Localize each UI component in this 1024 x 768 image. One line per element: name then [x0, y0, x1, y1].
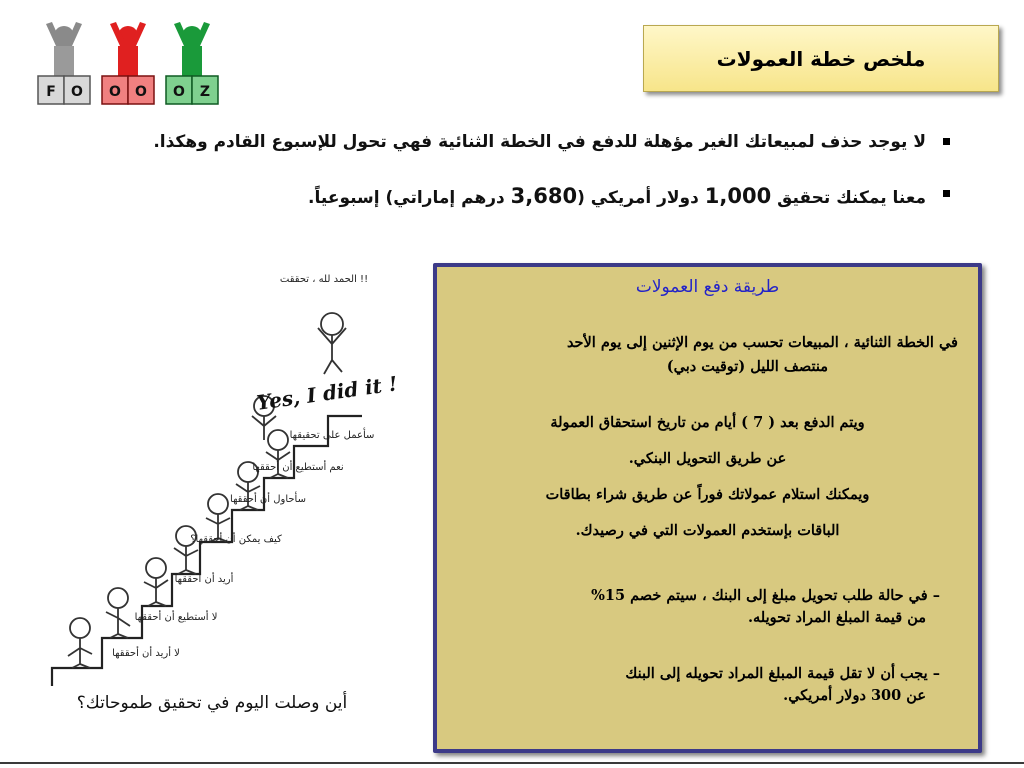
slide-title: ملخص خطة العمولات: [716, 46, 926, 71]
bullet-item-1: [52, 132, 952, 152]
bullet-text-1: لا يوجد حذف لمبيعاتك الغير مؤهلة للدفع في الخطة الثنائية فهي تحول للإسبوع القادم وهكذا.: [153, 132, 926, 152]
logo-letter-2: O: [71, 84, 83, 100]
stairs-outline: [52, 416, 362, 686]
panel-payment-line-2: عن طريق التحويل البنكي.: [628, 450, 787, 467]
step-label-3: سأحاول أن أحققها: [230, 494, 306, 505]
panel-payment-line-1: ويتم الدفع بعد ( 7 ) أيام من تاريخ استحقاق العمولة: [550, 414, 865, 431]
logo-figures: [28, 12, 228, 120]
yes-i-did-it-label: Yes, I did it !: [255, 371, 399, 415]
panel-title: طريقة دفع العمولات: [635, 277, 780, 297]
step-label-6: لا أستطيع أن أحققها: [134, 612, 218, 623]
fooooz-logo: [28, 12, 228, 120]
logo-letter-1: F: [46, 84, 56, 100]
panel-note-1-line-1: – في حالة طلب تحويل مبلغ إلى البنك ، سيتم خصم 15%: [591, 587, 940, 604]
bullet-text-2-before: معنا يمكنك تحقيق: [771, 188, 926, 208]
commission-payment-panel: [433, 263, 982, 753]
logo-letter-4: O: [135, 84, 147, 100]
earnings-usd: 1,000: [704, 184, 772, 208]
panel-payment-line-4: الباقات بإستخدم العمولات التي في رصيدك.: [575, 522, 840, 539]
bullet-square-icon: [943, 190, 950, 197]
top-caption: الحمد لله ، تحققت !!: [279, 274, 369, 285]
bullet-text-2-after: درهم إماراتي) إسبوعياً.: [308, 188, 511, 208]
logo-letter-5: O: [173, 84, 185, 100]
footer-divider: [0, 762, 1024, 764]
bottom-caption: أين وصلت اليوم في تحقيق طموحاتك؟: [76, 693, 348, 713]
panel-paragraph-1-line-1: في الخطة الثنائية ، المبيعات تحسب من يوم الإثنين إلى يوم الأحد: [566, 334, 958, 351]
bullet-square-icon: [943, 138, 950, 145]
bullet-text-2-mid: دولار أمريكي (: [577, 188, 705, 208]
bullet-list: [52, 132, 952, 240]
staircase-illustration: [32, 256, 400, 740]
panel-note-2-line-1: – يجب أن لا تقل قيمة المبلغ المراد تحويله إلى البنك: [625, 665, 940, 682]
step-label-2: نعم أستطيع أن أحققها: [252, 462, 344, 473]
step-label-7: لا أريد أن أحققها: [112, 648, 180, 659]
step-label-5: أريد أن أحققها: [174, 574, 234, 585]
panel-note-1-line-2: من قيمة المبلغ المراد تحويله.: [747, 609, 926, 626]
earnings-aed: 3,680: [510, 184, 578, 208]
logo-figure-grey: [38, 22, 90, 104]
slide-title-box: [643, 25, 999, 92]
bullet-item-2: [52, 184, 952, 208]
logo-figure-red: [102, 22, 154, 104]
panel-paragraph-1-line-2: منتصف الليل (توقيت دبي): [666, 358, 828, 375]
step-label-4: كيف يمكن أن أحققها؟: [190, 534, 282, 545]
logo-letter-6: Z: [199, 84, 211, 100]
panel-note-2-line-2: عن 300 دولار أمريكي.: [783, 687, 926, 704]
logo-figure-green: [166, 22, 218, 104]
panel-payment-line-3: ويمكنك استلام عمولاتك فوراً عن طريق شراء بطاقات: [545, 486, 870, 503]
staircase-drawing: [32, 256, 400, 740]
logo-letter-3: O: [109, 84, 121, 100]
step-label-1: سأعمل على تحقيقها: [289, 430, 375, 441]
